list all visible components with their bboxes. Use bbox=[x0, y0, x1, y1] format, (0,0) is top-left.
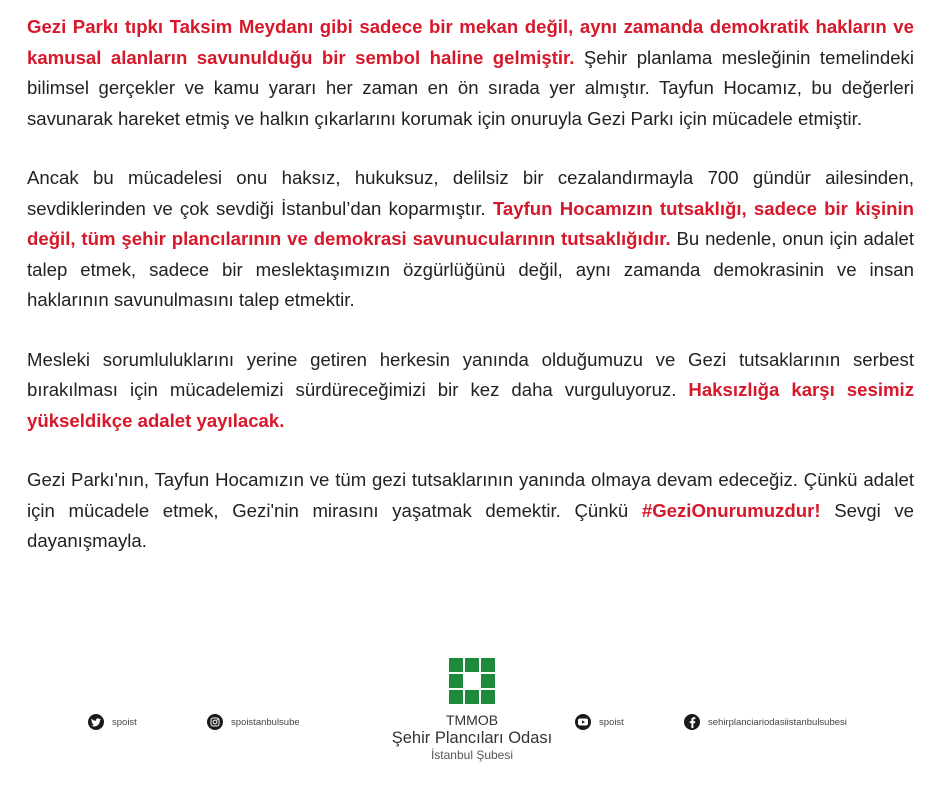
paragraph-3 bbox=[27, 345, 914, 437]
body-text: Ancak bu mücadelesi onu haksız, hukuksuz, delilsiz bir cezalandırmayla 700 gündür ailesinden, sevdiklerinden ve çok sevdiği İstanbul’dan koparmıştır. bbox=[27, 167, 914, 219]
emphasis-text: Haksızlığa karşı sesimiz yükseldikçe adalet yayılacak. bbox=[27, 379, 914, 431]
paragraph-4 bbox=[27, 465, 914, 557]
emphasis-text: Tayfun Hocamızın tutsaklığı, sadece bir kişinin değil, tüm şehir plancılarının ve demokrasi savunucularının tutsaklığıdır. bbox=[27, 197, 915, 249]
logo-line-1: TMMOB bbox=[445, 712, 499, 728]
body-text: Mesleki sorumluluklarını yerine getiren herkesin yanında olduğumuzu ve Gezi tutsaklarının serbest bırakılması için mücadelemizi sürdüreceğimizi bir kez daha vurguluyoruz. bbox=[27, 348, 914, 400]
body-text: Bu nedenle, onun için adalet talep etmek, sadece bir meslektaşımızın özgürlüğünü değil, aynı zamanda demokrasinin ve insan haklarının savunulmasını talep etmektir. bbox=[27, 228, 914, 310]
tmmob-logo bbox=[372, 658, 572, 763]
footer bbox=[0, 650, 940, 780]
instagram-icon bbox=[207, 714, 223, 730]
logo-line-2: Şehir Plancıları Odası bbox=[391, 729, 553, 747]
instagram-handle: spoistanbulsube bbox=[231, 716, 300, 728]
facebook-icon bbox=[684, 714, 700, 730]
social-twitter[interactable] bbox=[88, 714, 137, 730]
body-text: Gezi Parkı'nın, Tayfun Hocamızın ve tüm gezi tutsaklarının yanında olmaya devam edeceğiz. Çünkü adalet için mücadele etmek, Gezi'nin mirasını yaşatmak demektir. Çünkü bbox=[27, 469, 914, 521]
body-text: Şehir planlama mesleğinin temelindeki bilimsel gerçekler ve kamu yararı her zaman en ön sırada yer almıştır. Tayfun Hocamız, bu değerleri savunarak hareket etmiş ve halkın çıkarlarını korumak için onuruyla Gezi Parkı için mücadele etmiştir. bbox=[27, 46, 914, 129]
twitter-icon bbox=[88, 714, 104, 730]
facebook-handle: sehirplanciariodasiistanbulsubesi bbox=[708, 716, 847, 728]
logo-grid-icon bbox=[449, 658, 495, 704]
social-instagram[interactable] bbox=[207, 714, 300, 730]
body-text: Sevgi ve dayanışmayla. bbox=[27, 499, 914, 551]
twitter-handle: spoist bbox=[112, 716, 137, 728]
logo-line-3: İstanbul Şubesi bbox=[430, 748, 514, 762]
hashtag-text: #GeziOnurumuzdur! bbox=[641, 499, 821, 521]
youtube-icon bbox=[575, 714, 591, 730]
paragraph-1 bbox=[27, 12, 914, 134]
emphasis-text: Gezi Parkı tıpkı Taksim Meydanı gibi sadece bir mekan değil, aynı zamanda demokratik hakların ve kamusal alanların savunulduğu bir sembol haline gelmiştir. bbox=[27, 16, 914, 68]
paragraph-2 bbox=[27, 163, 914, 316]
social-youtube[interactable] bbox=[575, 714, 624, 730]
social-facebook[interactable] bbox=[684, 714, 847, 730]
statement-body bbox=[27, 12, 914, 586]
youtube-handle: spoist bbox=[599, 716, 624, 728]
